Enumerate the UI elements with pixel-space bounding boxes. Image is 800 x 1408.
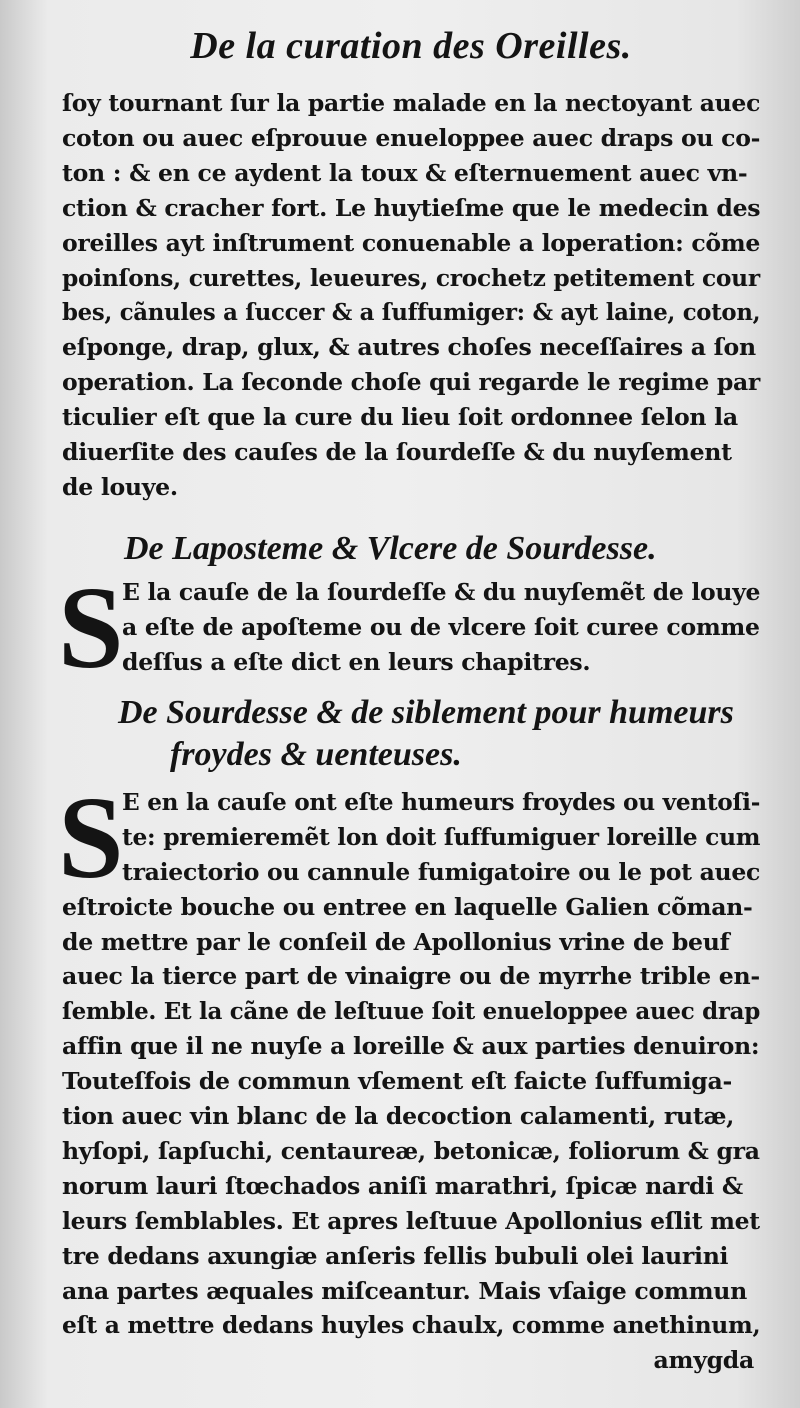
text-line: norum lauri ſtœchados aniſi marathri, ſpicæ nardi & xyxy=(62,1171,743,1200)
text-line: ſemble. Et la cãne de leſtuue ſoit enueloppee auec drap xyxy=(62,997,761,1026)
section-title-2: De Sourdesse & de siblement pour humeurs xyxy=(118,693,734,731)
text-line: de louye. xyxy=(62,472,178,501)
drop-cap: S xyxy=(58,771,124,903)
text-line: coton ou auec eſprouue enueloppee auec draps ou co- xyxy=(62,123,761,152)
text-line: diuerſite des cauſes de la ſourdeſſe & du nuyſement xyxy=(62,438,732,467)
catchword: amygda xyxy=(653,1346,754,1375)
text-line: ton : & en ce aydent la toux & eſternuement auec vn- xyxy=(62,158,748,187)
text-line: tre dedans axungiæ anſeris fellis bubuli olei laurini xyxy=(62,1241,729,1270)
section-2-body xyxy=(58,771,761,1378)
text-line: auec la tierce part de vinaigre ou de myrrhe trible en- xyxy=(62,962,760,991)
text-block-1 xyxy=(62,86,760,505)
text-line: E en la cauſe ont eſte humeurs froydes ou ventoſi- xyxy=(122,787,761,816)
text-line: eſtroicte bouche ou entree en laquelle Galien cõman- xyxy=(62,892,753,921)
text-line: operation. La ſeconde choſe qui regarde le regime par xyxy=(62,368,761,397)
text-line: eſt a mettre dedans huyles chaulx, comme anethinum, xyxy=(62,1311,761,1340)
drop-cap: S xyxy=(58,561,124,693)
text-line: ticulier eſt que la cure du lieu ſoit ordonnee ſelon la xyxy=(62,403,738,432)
text-line: ſoy tournant ſur la partie malade en la nectoyant auec xyxy=(62,89,761,117)
running-head: De la curation des Oreilles. xyxy=(190,25,632,67)
text-line: de mettre par le conſeil de Apollonius vrine de beuf xyxy=(62,927,730,956)
text-line: traiectorio ou cannule fumigatoire ou le pot auec xyxy=(122,857,761,886)
text-line: hyſopi, ſapſuchi, centaureæ, betonicæ, foliorum & gra xyxy=(62,1136,760,1165)
text-line: affin que il ne nuyſe a loreille & aux parties denuiron: xyxy=(62,1032,760,1061)
section-title-1: De Laposteme & Vlcere de Sourdesse. xyxy=(124,529,657,567)
text-line: bes, cãnules a ſuccer & a ſuffumiger: & ayt laine, coton, xyxy=(62,298,761,327)
text-line: oreilles ayt inſtrument conuenable a loperation: cõme xyxy=(62,228,761,257)
text-line: poinſons, curettes, leueures, crochetz petitement cour xyxy=(62,263,760,292)
text-line: Touteſfois de commun vſement eſt faicte ſuffumiga- xyxy=(62,1067,732,1096)
text-line: deſſus a eſte dict en leurs chapitres. xyxy=(122,647,591,676)
section-title-2-continued: froydes & uenteuses. xyxy=(170,735,462,773)
text-line: ction & cracher fort. Le huytieſme que le medecin des xyxy=(62,193,761,222)
text-line: a eſte de apoſteme ou de vlcere ſoit curee comme xyxy=(122,612,760,641)
text-line: leurs ſemblables. Et apres leſtuue Apollonius eſlit met xyxy=(62,1206,760,1235)
text-line: te: premieremẽt lon doit ſuffumiguer loreille cum xyxy=(122,822,761,851)
section-1-body xyxy=(58,561,761,693)
text-line: tion auec vin blanc de la decoction calamenti, rutæ, xyxy=(62,1102,735,1131)
text-line: eſponge, drap, glux, & autres choſes neceſſaires a ſon xyxy=(62,333,756,362)
text-line: E la cauſe de la ſourdeſſe & du nuyſemẽt de louye xyxy=(122,577,761,606)
text-line: ana partes æquales miſceantur. Mais vſaige commun xyxy=(62,1276,747,1305)
